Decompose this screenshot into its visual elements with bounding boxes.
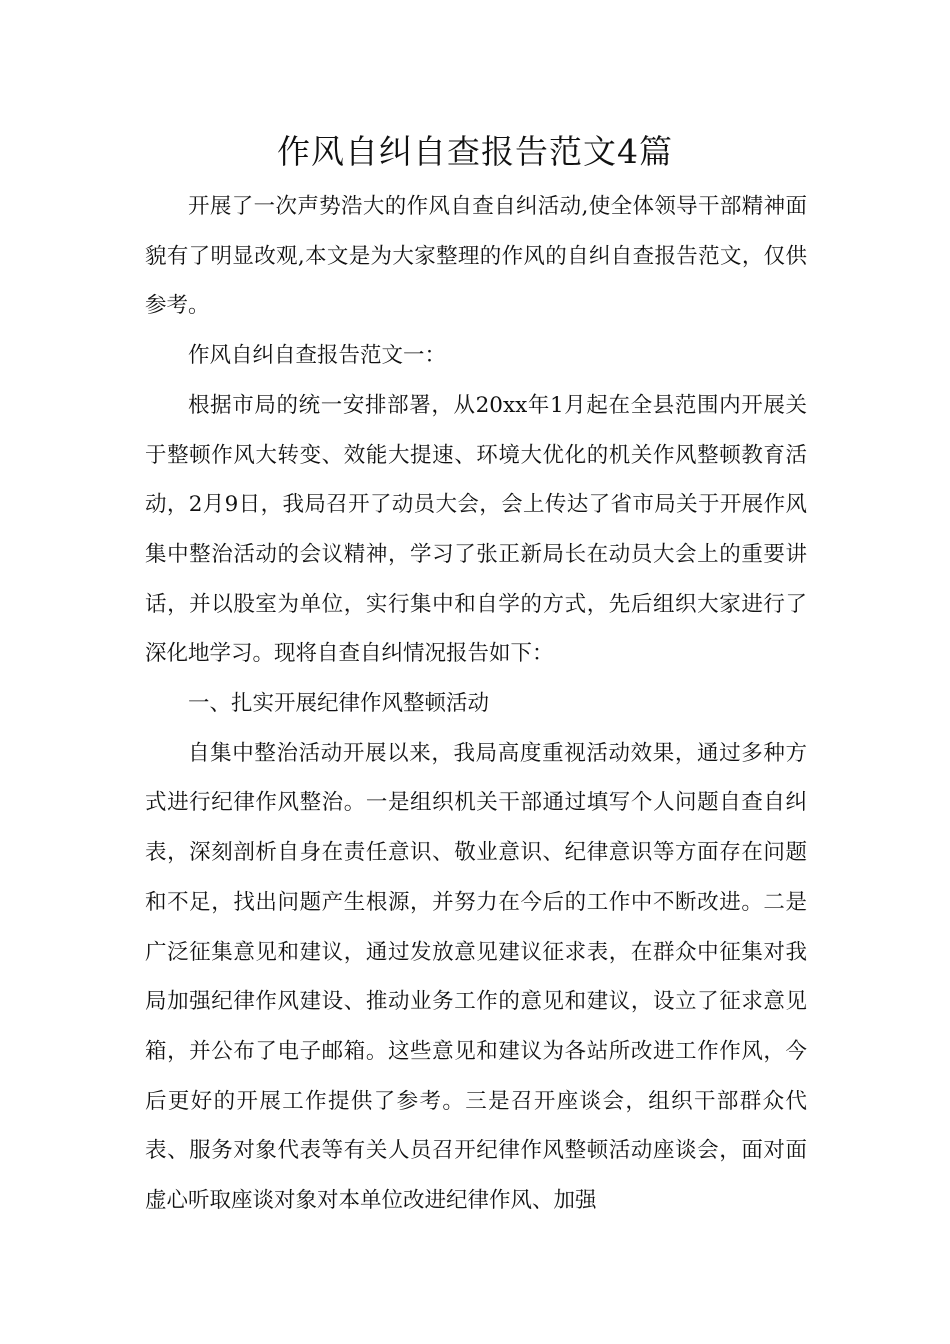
document-title: 作风自纠自查报告范文4篇 bbox=[277, 132, 673, 171]
paragraph-background: 根据市局的统一安排部署，从20xx年1月起在全县范围内开展关于整顿作风大转变、效能大提速、环境大优化的机关作风整顿教育活动，2月9日，我局召开了动员大会，会上传达了省市局关于开展作风集中整治活动的会议精神，学习了张正新局长在动员大会上的重要讲话，并以股室为单位，实行集中和自学的方式，先后组织大家进行了深化地学习。现将自查自纠情况报告如下： bbox=[145, 392, 807, 667]
paragraph-section-body: 自集中整治活动开展以来，我局高度重视活动效果，通过多种方式进行纪律作风整治。一是组织机关干部通过填写个人问题自查自纠表，深刻剖析自身在责任意识、敬业意识、纪律意识等方面存在问题和不足，找出问题产生根源，并努力在今后的工作中不断改进。二是广泛征集意见和建议，通过发放意见建议征求表，在群众中征集对我局加强纪律作风建设、推动业务工作的意见和建议，设立了征求意见箱，并公布了电子邮箱。这些意见和建议为各站所改进工作作风，今后更好的开展工作提供了参考。三是召开座谈会，组织干部群众代表、服务对象代表等有关人员召开纪律作风整顿活动座谈会，面对面虚心听取座谈对象对本单位改进纪律作风、加强 bbox=[145, 740, 807, 1214]
paragraph-subtitle-one: 作风自纠自查报告范文一： bbox=[188, 343, 447, 369]
paragraph-section-heading: 一、扎实开展纪律作风整顿活动 bbox=[188, 691, 490, 717]
paragraph-intro: 开展了一次声势浩大的作风自查自纠活动,使全体领导干部精神面貌有了明显改观,本文是为大家整理的作风的自纠自查报告范文，仅供参考。 bbox=[145, 194, 807, 319]
document-body bbox=[145, 182, 807, 1226]
